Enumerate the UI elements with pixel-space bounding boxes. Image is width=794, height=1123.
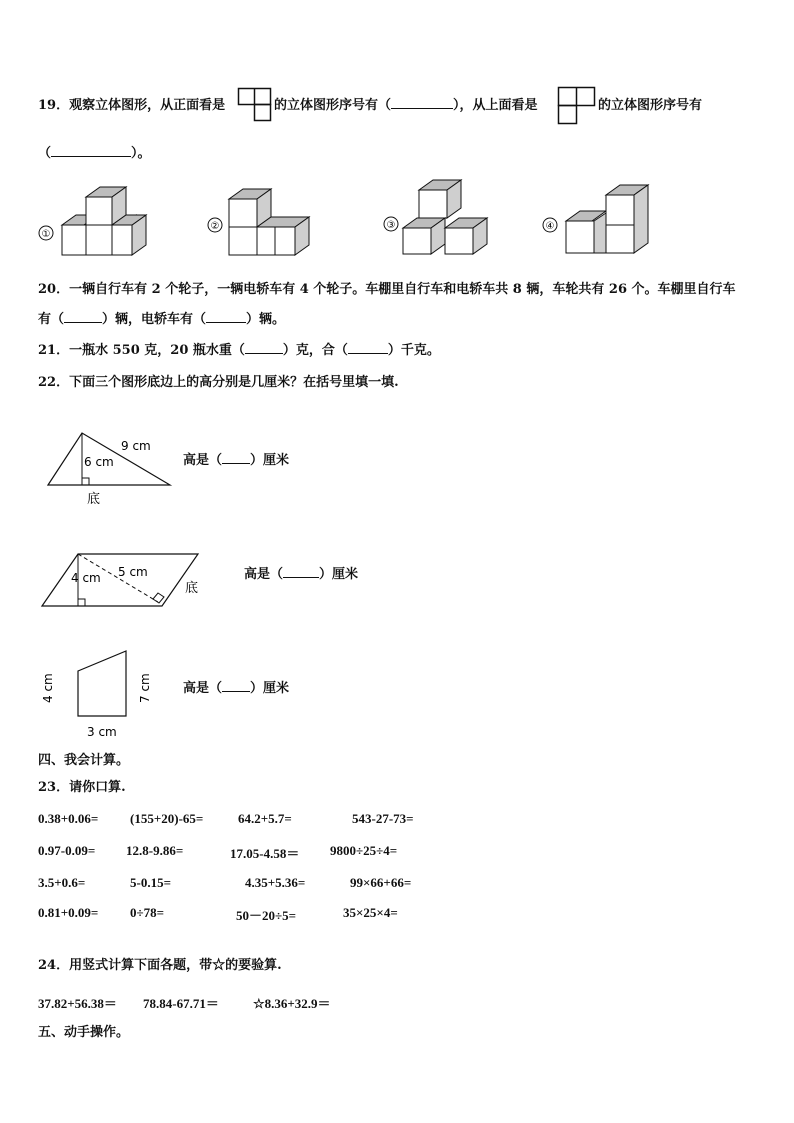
cube-figure-1 — [38, 185, 158, 265]
cube-label-4: ④ — [545, 221, 555, 232]
q19-text-d: 的立体图形序号有 — [598, 98, 703, 113]
calc-4-3: 50－20÷5= — [236, 908, 297, 923]
q21-text-c: ）千克。 — [387, 343, 440, 358]
cube-figure-4 — [540, 183, 660, 263]
calc-1-2: (155+20)-65= — [130, 811, 204, 826]
calc-3-3: 4.35+5.36= — [245, 875, 306, 890]
calc-4-2: 0÷78= — [130, 905, 165, 920]
trapezoid-figure — [38, 645, 158, 740]
q23-title: 23．请你口算. — [38, 780, 126, 795]
parallelogram-figure — [40, 550, 220, 620]
cube-figure-3 — [383, 180, 503, 260]
q19-blank-1[interactable] — [391, 108, 453, 109]
q24-item-3: ☆8.36+32.9＝ — [253, 996, 331, 1011]
calc-2-1: 0.97-0.09= — [38, 843, 96, 858]
q21-blank-2[interactable] — [348, 353, 388, 354]
q19-line1 — [38, 97, 225, 115]
q20-line1: 20．一辆自行车有 2 个轮子，一辆电轿车有 4 个轮子。车棚里自行车和电轿车共 8 辆，车轮共有 26 个。车棚里自行车 — [38, 282, 736, 297]
calc-3-1: 3.5+0.6= — [38, 875, 86, 890]
q21-text-a: 21．一瓶水 550 克，20 瓶水重（ — [38, 343, 245, 358]
q19-text-a: 19．观察立体图形，从正面看是 — [38, 98, 226, 113]
cube-label-2: ② — [210, 221, 220, 232]
tri-ans-b: ）厘米 — [250, 453, 290, 468]
section-4-heading: 四、我会计算。 — [38, 753, 130, 768]
q19-text-b: 的立体图形序号有（ — [274, 98, 392, 113]
calc-2-4: 9800÷25÷4= — [330, 843, 398, 858]
calc-1-3: 64.2+5.7= — [238, 811, 292, 826]
calc-2-3: 17.05-4.58＝ — [230, 846, 300, 861]
cube-label-3: ③ — [386, 220, 396, 231]
q19-line1-b — [274, 97, 538, 115]
para-diag-label: 5 cm — [118, 565, 148, 579]
front-view-icon — [238, 88, 272, 122]
calc-1-4: 543-27-73= — [352, 811, 414, 826]
q21-text-b: ）克，合（ — [282, 343, 348, 358]
calc-4-1: 0.81+0.09= — [38, 905, 99, 920]
cube-figure-2 — [205, 185, 325, 265]
para-ans-b: ）厘米 — [319, 567, 359, 582]
calc-2-2: 12.8-9.86= — [126, 843, 184, 858]
para-base-label: 底 — [185, 581, 199, 596]
q24-item-2: 78.84-67.71＝ — [143, 996, 219, 1011]
q19-text-c: ），从上面看是 — [453, 98, 538, 113]
top-view-icon — [558, 87, 596, 125]
q24-title: 24．用竖式计算下面各题，带☆的要验算. — [38, 958, 282, 973]
q21-blank-1[interactable] — [245, 353, 283, 354]
calc-3-4: 99×66+66= — [350, 875, 412, 890]
trap-answer — [183, 680, 289, 698]
tri-ans-a: 高是（ — [183, 453, 223, 468]
tri-base-label: 底 — [87, 492, 101, 507]
calc-4-4: 35×25×4= — [343, 905, 398, 920]
q19-line2 — [38, 145, 151, 163]
para-answer — [244, 566, 358, 584]
para-ans-a: 高是（ — [244, 567, 284, 582]
q20-text-c: ）辆。 — [246, 312, 286, 327]
q20-text-a: 有（ — [38, 312, 65, 327]
q20-blank-1[interactable] — [64, 322, 102, 323]
trap-ans-a: 高是（ — [183, 681, 223, 696]
trap-left-label: 4 cm — [41, 673, 55, 703]
section-5-heading: 五、动手操作。 — [38, 1025, 130, 1040]
q19-paren-close: ）。 — [131, 146, 151, 161]
tri-blank[interactable] — [222, 463, 250, 464]
q19-blank-2[interactable] — [51, 156, 131, 157]
calc-3-2: 5-0.15= — [130, 875, 171, 890]
trap-blank[interactable] — [222, 691, 250, 692]
q20-blank-2[interactable] — [206, 322, 246, 323]
para-height-label: 4 cm — [71, 571, 101, 585]
q22-title: 22．下面三个图形底边上的高分别是几厘米？在括号里填一填. — [38, 375, 399, 390]
tri-answer — [183, 452, 289, 470]
q20-line2 — [38, 311, 285, 329]
q21-line — [38, 342, 440, 360]
q24-item-1: 37.82+56.38＝ — [38, 996, 117, 1011]
q19-line1-d — [598, 97, 702, 115]
para-blank[interactable] — [283, 577, 319, 578]
q19-paren-open: （ — [38, 146, 52, 161]
tri-hyp-label: 9 cm — [121, 439, 151, 453]
trap-ans-b: ）厘米 — [250, 681, 290, 696]
trap-right-label: 7 cm — [138, 673, 152, 703]
trap-base-label: 3 cm — [87, 725, 117, 739]
tri-height-label: 6 cm — [84, 455, 114, 469]
triangle-figure — [45, 425, 185, 515]
q20-text-b: ）辆，电轿车有（ — [102, 312, 207, 327]
calc-1-1: 0.38+0.06= — [38, 811, 99, 826]
cube-label-1: ① — [41, 229, 51, 240]
